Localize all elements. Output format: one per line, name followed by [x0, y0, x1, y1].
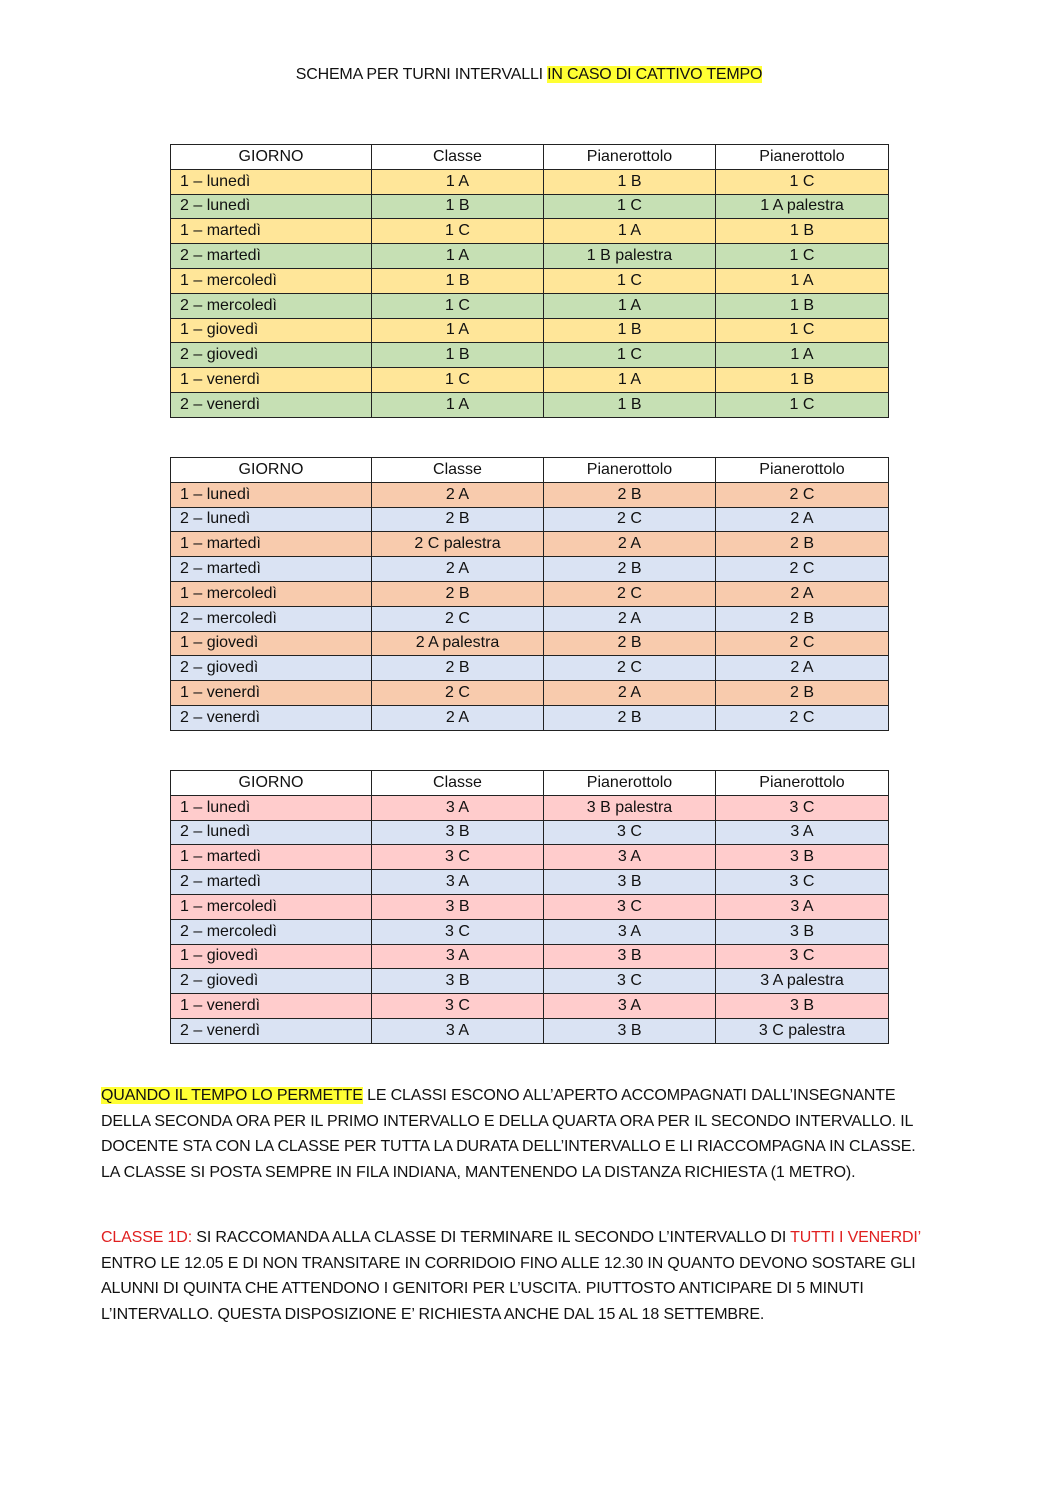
table-row [171, 944, 889, 969]
cell-pianerottolo-1: 1 C [544, 343, 716, 368]
cell-giorno: 2 – mercoledì [171, 606, 372, 631]
table-row [171, 894, 889, 919]
table-header-row [171, 145, 889, 170]
cell-pianerottolo-1: 1 B palestra [544, 244, 716, 269]
cell-pianerottolo-1: 3 C [544, 820, 716, 845]
class-1d-note [101, 1225, 961, 1327]
table-row [171, 656, 889, 681]
good-weather-note [101, 1083, 961, 1185]
header-pianerottolo-2: Pianerottolo [716, 771, 889, 796]
cell-classe: 3 A [372, 1018, 544, 1043]
note-line-3: ALUNNI DI QUINTA CHE ATTENDONO I GENITORI PER L’USCITA. PIUTTOSTO ANTICIPARE DI 5 MINUTI [101, 1280, 864, 1297]
cell-giorno: 2 – martedì [171, 557, 372, 582]
cell-giorno: 2 – venerdì [171, 705, 372, 730]
cell-pianerottolo-1: 1 B [544, 169, 716, 194]
cell-giorno: 1 – lunedì [171, 482, 372, 507]
cell-classe: 3 C [372, 919, 544, 944]
cell-giorno: 1 – lunedì [171, 795, 372, 820]
table-row [171, 845, 889, 870]
table-header-row [171, 458, 889, 483]
cell-pianerottolo-1: 2 B [544, 482, 716, 507]
note-line-2: ENTRO LE 12.05 E DI NON TRANSITARE IN CORRIDOIO FINO ALLE 12.30 IN QUANTO DEVONO SOSTARE GLI [101, 1254, 916, 1272]
cell-giorno: 2 – martedì [171, 244, 372, 269]
cell-pianerottolo-1: 2 B [544, 631, 716, 656]
cell-pianerottolo-1: 3 B [544, 944, 716, 969]
cell-pianerottolo-1: 3 A [544, 845, 716, 870]
cell-classe: 2 C [372, 606, 544, 631]
cell-giorno: 1 – lunedì [171, 169, 372, 194]
cell-giorno: 1 – venerdì [171, 368, 372, 393]
table-row [171, 557, 889, 582]
cell-pianerottolo-1: 3 B [544, 1018, 716, 1043]
cell-classe: 1 C [372, 219, 544, 244]
cell-pianerottolo-2: 3 A [716, 820, 889, 845]
table-row [171, 994, 889, 1019]
table-header-row [171, 771, 889, 796]
cell-pianerottolo-2: 2 C [716, 557, 889, 582]
cell-pianerottolo-1: 1 B [544, 392, 716, 417]
cell-pianerottolo-2: 2 C [716, 631, 889, 656]
cell-pianerottolo-1: 1 A [544, 293, 716, 318]
cell-giorno: 2 – lunedì [171, 820, 372, 845]
cell-classe: 3 C [372, 994, 544, 1019]
cell-classe: 3 A [372, 870, 544, 895]
note-highlight: QUANDO IL TEMPO LO PERMETTE [101, 1087, 363, 1104]
table-row [171, 318, 889, 343]
header-giorno: GIORNO [171, 458, 372, 483]
cell-giorno: 1 – martedì [171, 532, 372, 557]
cell-classe: 1 B [372, 194, 544, 219]
cell-pianerottolo-2: 3 B [716, 919, 889, 944]
cell-pianerottolo-1: 2 B [544, 557, 716, 582]
cell-classe: 2 A [372, 557, 544, 582]
cell-pianerottolo-2: 3 A [716, 894, 889, 919]
table-row [171, 681, 889, 706]
cell-classe: 1 A [372, 318, 544, 343]
cell-giorno: 2 – mercoledì [171, 919, 372, 944]
cell-giorno: 1 – giovedì [171, 944, 372, 969]
cell-pianerottolo-1: 2 A [544, 532, 716, 557]
cell-giorno: 1 – mercoledì [171, 894, 372, 919]
cell-pianerottolo-1: 3 B palestra [544, 795, 716, 820]
title-highlight: IN CASO DI CATTIVO TEMPO [547, 66, 763, 83]
cell-pianerottolo-2: 1 B [716, 219, 889, 244]
cell-pianerottolo-1: 3 C [544, 969, 716, 994]
header-pianerottolo-1: Pianerottolo [544, 458, 716, 483]
class-1d-label: CLASSE 1D: [101, 1229, 192, 1246]
note-line-1: LE CLASSI ESCONO ALL’APERTO ACCOMPAGNATI DALL’INSEGNANTE [362, 1087, 896, 1104]
header-pianerottolo-1: Pianerottolo [544, 145, 716, 170]
table-row [171, 1018, 889, 1043]
table-row [171, 606, 889, 631]
cell-giorno: 1 – martedì [171, 845, 372, 870]
cell-classe: 3 C [372, 845, 544, 870]
cell-giorno: 1 – giovedì [171, 631, 372, 656]
cell-pianerottolo-2: 3 B [716, 994, 889, 1019]
table-row [171, 820, 889, 845]
cell-giorno: 1 – giovedì [171, 318, 372, 343]
schedule-table-second-year [170, 457, 889, 731]
table-row [171, 919, 889, 944]
cell-classe: 2 A [372, 482, 544, 507]
table-row [171, 194, 889, 219]
header-classe: Classe [372, 771, 544, 796]
cell-pianerottolo-2: 1 A [716, 268, 889, 293]
header-pianerottolo-2: Pianerottolo [716, 458, 889, 483]
cell-pianerottolo-2: 1 C [716, 244, 889, 269]
table-row [171, 219, 889, 244]
cell-classe: 1 B [372, 268, 544, 293]
cell-giorno: 1 – martedì [171, 219, 372, 244]
cell-giorno: 1 – mercoledì [171, 581, 372, 606]
cell-pianerottolo-2: 2 B [716, 606, 889, 631]
table-row [171, 368, 889, 393]
cell-classe: 1 B [372, 343, 544, 368]
cell-pianerottolo-2: 3 C palestra [716, 1018, 889, 1043]
cell-pianerottolo-2: 3 C [716, 795, 889, 820]
cell-pianerottolo-1: 3 A [544, 994, 716, 1019]
cell-classe: 1 C [372, 293, 544, 318]
cell-pianerottolo-1: 2 C [544, 656, 716, 681]
header-pianerottolo-2: Pianerottolo [716, 145, 889, 170]
cell-pianerottolo-1: 2 A [544, 606, 716, 631]
cell-classe: 2 B [372, 656, 544, 681]
cell-pianerottolo-2: 1 A [716, 343, 889, 368]
cell-pianerottolo-2: 2 C [716, 482, 889, 507]
cell-classe: 3 B [372, 969, 544, 994]
cell-giorno: 2 – lunedì [171, 507, 372, 532]
cell-pianerottolo-2: 1 C [716, 318, 889, 343]
cell-pianerottolo-1: 1 B [544, 318, 716, 343]
cell-pianerottolo-1: 3 C [544, 894, 716, 919]
cell-pianerottolo-2: 2 B [716, 681, 889, 706]
table-row [171, 268, 889, 293]
cell-classe: 1 C [372, 368, 544, 393]
cell-pianerottolo-2: 3 B [716, 845, 889, 870]
cell-pianerottolo-2: 1 B [716, 293, 889, 318]
cell-classe: 3 A [372, 944, 544, 969]
table-row [171, 482, 889, 507]
cell-pianerottolo-2: 2 A [716, 507, 889, 532]
cell-pianerottolo-1: 1 A [544, 368, 716, 393]
cell-classe: 1 A [372, 169, 544, 194]
cell-classe: 2 C [372, 681, 544, 706]
note-line-4: L’INTERVALLO. QUESTA DISPOSIZIONE E’ RICHIESTA ANCHE DAL 15 AL 18 SETTEMBRE. [101, 1305, 765, 1323]
table-row [171, 343, 889, 368]
table-row [171, 631, 889, 656]
cell-pianerottolo-1: 2 C [544, 507, 716, 532]
note-line-3: DOCENTE STA CON LA CLASSE PER TUTTA LA DURATA DELL’INTERVALLO E LI RIACCOMPAGNA IN CLASSE. [101, 1138, 916, 1155]
header-classe: Classe [372, 145, 544, 170]
cell-classe: 2 A [372, 705, 544, 730]
header-giorno: GIORNO [171, 145, 372, 170]
header-pianerottolo-1: Pianerottolo [544, 771, 716, 796]
cell-pianerottolo-1: 1 C [544, 194, 716, 219]
header-giorno: GIORNO [171, 771, 372, 796]
cell-pianerottolo-2: 1 C [716, 392, 889, 417]
cell-classe: 2 A palestra [372, 631, 544, 656]
cell-pianerottolo-2: 3 C [716, 870, 889, 895]
table-row [171, 969, 889, 994]
cell-giorno: 1 – venerdì [171, 994, 372, 1019]
cell-giorno: 2 – venerdì [171, 1018, 372, 1043]
table-row [171, 581, 889, 606]
cell-classe: 2 C palestra [372, 532, 544, 557]
cell-pianerottolo-2: 3 C [716, 944, 889, 969]
cell-pianerottolo-2: 2 A [716, 581, 889, 606]
table-row [171, 392, 889, 417]
cell-classe: 1 A [372, 244, 544, 269]
cell-pianerottolo-1: 2 A [544, 681, 716, 706]
cell-giorno: 2 – venerdì [171, 392, 372, 417]
table-row [171, 507, 889, 532]
cell-giorno: 2 – giovedì [171, 343, 372, 368]
table-row [171, 532, 889, 557]
cell-classe: 3 B [372, 894, 544, 919]
table-row [171, 870, 889, 895]
cell-pianerottolo-1: 2 B [544, 705, 716, 730]
table-row [171, 795, 889, 820]
table-row [171, 244, 889, 269]
document-title [0, 66, 1058, 84]
cell-giorno: 2 – mercoledì [171, 293, 372, 318]
cell-pianerottolo-2: 1 B [716, 368, 889, 393]
cell-pianerottolo-2: 1 A palestra [716, 194, 889, 219]
schedule-table-first-year [170, 144, 889, 418]
cell-pianerottolo-1: 3 B [544, 870, 716, 895]
cell-giorno: 1 – venerdì [171, 681, 372, 706]
cell-pianerottolo-2: 2 B [716, 532, 889, 557]
cell-giorno: 2 – giovedì [171, 969, 372, 994]
cell-pianerottolo-2: 1 C [716, 169, 889, 194]
cell-giorno: 1 – mercoledì [171, 268, 372, 293]
cell-pianerottolo-2: 2 C [716, 705, 889, 730]
cell-classe: 2 B [372, 581, 544, 606]
cell-pianerottolo-1: 3 A [544, 919, 716, 944]
fridays-emphasis: TUTTI I VENERDI’ [790, 1229, 922, 1246]
cell-pianerottolo-2: 3 A palestra [716, 969, 889, 994]
table-row [171, 169, 889, 194]
cell-classe: 1 A [372, 392, 544, 417]
table-row [171, 293, 889, 318]
title-plain: SCHEMA PER TURNI INTERVALLI [295, 66, 548, 83]
cell-classe: 2 B [372, 507, 544, 532]
cell-classe: 3 B [372, 820, 544, 845]
note-line-4: LA CLASSE SI POSTA SEMPRE IN FILA INDIANA, MANTENENDO LA DISTANZA RICHIESTA (1 METRO). [101, 1163, 856, 1181]
note-line-1: SI RACCOMANDA ALLA CLASSE DI TERMINARE IL SECONDO L’INTERVALLO DI [192, 1229, 791, 1246]
cell-pianerottolo-1: 1 A [544, 219, 716, 244]
cell-pianerottolo-2: 2 A [716, 656, 889, 681]
header-classe: Classe [372, 458, 544, 483]
cell-classe: 3 A [372, 795, 544, 820]
cell-giorno: 2 – martedì [171, 870, 372, 895]
table-row [171, 705, 889, 730]
note-line-2: DELLA SECONDA ORA PER IL PRIMO INTERVALLO E DELLA QUARTA ORA PER IL SECONDO INTERVALLO. IL [101, 1112, 914, 1130]
cell-giorno: 2 – giovedì [171, 656, 372, 681]
cell-pianerottolo-1: 1 C [544, 268, 716, 293]
schedule-table-third-year [170, 770, 889, 1044]
cell-giorno: 2 – lunedì [171, 194, 372, 219]
cell-pianerottolo-1: 2 C [544, 581, 716, 606]
